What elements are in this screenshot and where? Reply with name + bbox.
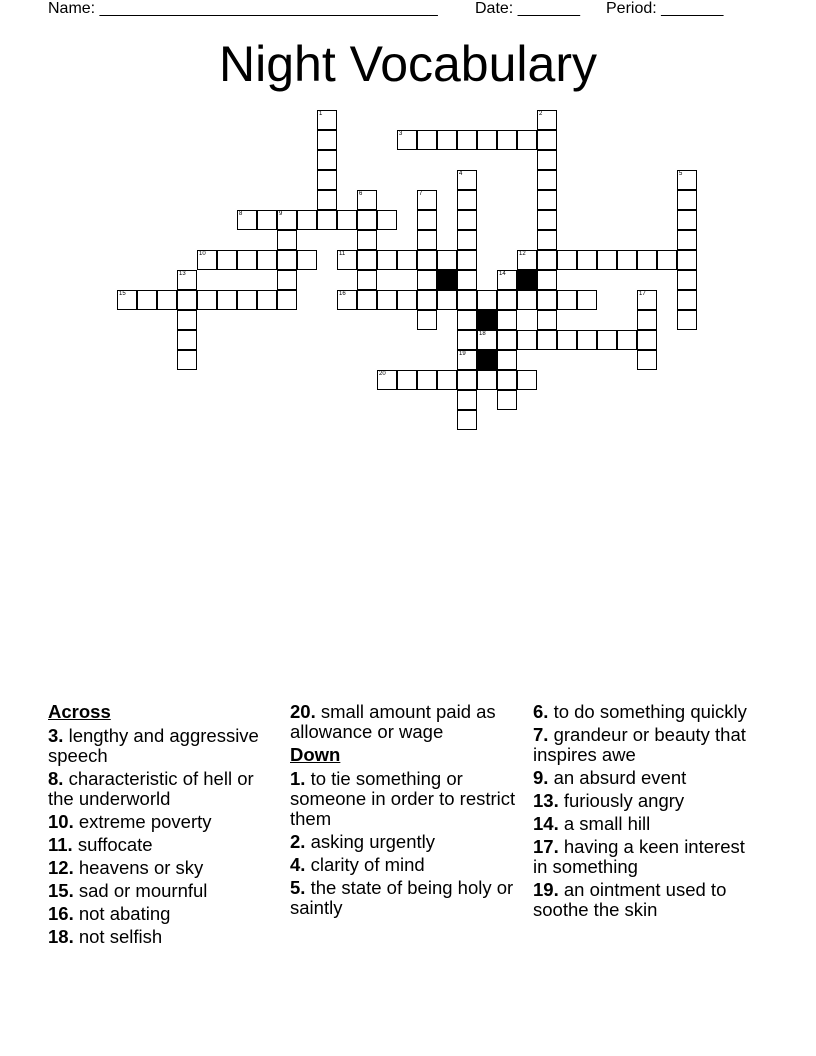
grid-cell[interactable] <box>497 370 517 390</box>
period-label: Period: <box>606 0 657 17</box>
clue-number: 12 <box>519 251 526 257</box>
clue-number: 20 <box>379 371 386 377</box>
grid-cell[interactable] <box>417 190 437 210</box>
clue-down-17: 17. having a keen interest in something <box>533 836 745 877</box>
grid-cell[interactable] <box>357 190 377 210</box>
clue-down-5: 5. the state of being holy or saintly <box>290 877 514 918</box>
clue-number: 11 <box>339 251 346 257</box>
grid-cell[interactable] <box>457 330 477 350</box>
period-field[interactable] <box>606 0 723 18</box>
grid-cell[interactable] <box>417 130 437 150</box>
grid-cell[interactable] <box>557 250 577 270</box>
clue-down-4: 4. clarity of mind <box>290 854 425 875</box>
grid-cell[interactable] <box>537 210 557 230</box>
grid-cell[interactable] <box>357 210 377 230</box>
page-title: Night Vocabulary <box>218 36 597 92</box>
clue-number: 19 <box>459 351 466 357</box>
grid-cell[interactable] <box>457 270 477 290</box>
grid-cell[interactable] <box>477 130 497 150</box>
grid-cell[interactable] <box>377 370 397 390</box>
grid-cell[interactable] <box>677 190 697 210</box>
clues-column-2 <box>290 702 520 921</box>
grid-cell[interactable] <box>577 250 597 270</box>
grid-cell[interactable] <box>137 290 157 310</box>
grid-cell[interactable] <box>437 370 457 390</box>
clue-down-14: 14. a small hill <box>533 813 651 834</box>
clue-number: 8 <box>239 211 243 217</box>
grid-cell[interactable] <box>497 290 517 310</box>
grid-cell[interactable] <box>457 310 477 330</box>
grid-cell[interactable] <box>117 290 137 310</box>
grid-cell[interactable] <box>417 270 437 290</box>
clue-across-12: 12. heavens or sky <box>48 857 204 878</box>
grid-cell[interactable] <box>457 190 477 210</box>
grid-cell[interactable] <box>477 330 497 350</box>
grid-cell[interactable] <box>537 310 557 330</box>
grid-cell[interactable] <box>237 290 257 310</box>
grid-cell[interactable] <box>637 310 657 330</box>
clue-across-3: 3. lengthy and aggressive speech <box>48 725 259 766</box>
grid-cell[interactable] <box>617 330 637 350</box>
grid-cell[interactable] <box>377 250 397 270</box>
grid-cell[interactable] <box>377 290 397 310</box>
clue-down-2: 2. asking urgently <box>290 831 436 852</box>
grid-cell[interactable] <box>177 290 197 310</box>
grid-cell[interactable] <box>677 250 697 270</box>
grid-cell[interactable] <box>317 210 337 230</box>
clue-number: 9 <box>279 211 283 217</box>
grid-cell[interactable] <box>277 230 297 250</box>
grid-cell[interactable] <box>357 270 377 290</box>
grid-cell[interactable] <box>517 130 537 150</box>
grid-cell[interactable] <box>337 290 357 310</box>
date-field[interactable] <box>475 0 580 18</box>
grid-cell[interactable] <box>177 270 197 290</box>
clue-number: 6 <box>359 191 363 197</box>
grid-cell[interactable] <box>457 170 477 190</box>
grid-cell[interactable] <box>637 350 657 370</box>
grid-cell[interactable] <box>557 330 577 350</box>
grid-cell[interactable] <box>197 290 217 310</box>
grid-cell[interactable] <box>677 210 697 230</box>
grid-cell[interactable] <box>317 170 337 190</box>
grid-cell[interactable] <box>257 210 277 230</box>
grid-cell[interactable] <box>497 350 517 370</box>
grid-cell[interactable] <box>437 290 457 310</box>
clue-down-6: 6. to do something quickly <box>533 701 747 722</box>
grid-cell[interactable] <box>537 190 557 210</box>
clue-across-8: 8. characteristic of hell or the underworld <box>48 768 254 809</box>
grid-cell[interactable] <box>677 230 697 250</box>
name-blank[interactable]: ______________________________________ <box>99 0 438 17</box>
clue-across-16: 16. not abating <box>48 903 171 924</box>
grid-cell[interactable] <box>537 270 557 290</box>
grid-cell[interactable] <box>457 210 477 230</box>
grid-cell[interactable] <box>417 290 437 310</box>
grid-cell[interactable] <box>297 250 317 270</box>
grid-cell[interactable] <box>357 230 377 250</box>
grid-cell[interactable] <box>497 130 517 150</box>
clue-number: 5 <box>679 171 683 177</box>
grid-cell[interactable] <box>537 290 557 310</box>
grid-cell[interactable] <box>577 330 597 350</box>
clue-number: 10 <box>199 251 206 257</box>
grid-cell[interactable] <box>677 170 697 190</box>
grid-cell[interactable] <box>257 250 277 270</box>
grid-cell[interactable] <box>677 270 697 290</box>
grid-cell[interactable] <box>477 370 497 390</box>
grid-cell[interactable] <box>217 250 237 270</box>
grid-cell[interactable] <box>377 210 397 230</box>
shaded-square <box>437 270 457 290</box>
clue-number: 18 <box>479 331 486 337</box>
grid-cell[interactable] <box>537 230 557 250</box>
grid-cell[interactable] <box>537 170 557 190</box>
clue-across-20: 20. small amount paid as allowance or wage <box>290 701 496 742</box>
clue-number: 3 <box>399 131 403 137</box>
clue-number: 17 <box>639 291 646 297</box>
grid-cell[interactable] <box>537 150 557 170</box>
grid-cell[interactable] <box>677 310 697 330</box>
clue-across-18: 18. not selfish <box>48 926 163 947</box>
grid-cell[interactable] <box>457 230 477 250</box>
grid-cell[interactable] <box>177 330 197 350</box>
clue-number: 14 <box>499 271 506 277</box>
grid-cell[interactable] <box>537 250 557 270</box>
grid-cell[interactable] <box>417 210 437 230</box>
grid-cell[interactable] <box>457 130 477 150</box>
grid-cell[interactable] <box>317 190 337 210</box>
grid-cell[interactable] <box>537 110 557 130</box>
grid-cell[interactable] <box>637 330 657 350</box>
grid-cell[interactable] <box>177 310 197 330</box>
grid-cell[interactable] <box>277 250 297 270</box>
grid-cell[interactable] <box>397 290 417 310</box>
grid-cell[interactable] <box>577 290 597 310</box>
clue-down-9: 9. an absurd event <box>533 767 687 788</box>
clue-number: 7 <box>419 191 423 197</box>
clue-across-10: 10. extreme poverty <box>48 811 212 832</box>
grid-cell[interactable] <box>517 330 537 350</box>
grid-cell[interactable] <box>357 290 377 310</box>
grid-cell[interactable] <box>457 350 477 370</box>
clue-number: 2 <box>539 111 543 117</box>
grid-cell[interactable] <box>477 290 497 310</box>
grid-cell[interactable] <box>537 330 557 350</box>
down-heading: Down <box>290 744 341 765</box>
grid-cell[interactable] <box>637 290 657 310</box>
grid-cell[interactable] <box>457 390 477 410</box>
grid-cell[interactable] <box>217 290 237 310</box>
grid-cell[interactable] <box>177 350 197 370</box>
grid-cell[interactable] <box>397 370 417 390</box>
grid-cell[interactable] <box>317 110 337 130</box>
grid-cell[interactable] <box>637 250 657 270</box>
grid-cell[interactable] <box>557 290 577 310</box>
clue-across-11: 11. suffocate <box>48 834 153 855</box>
clue-number: 16 <box>339 291 346 297</box>
grid-cell[interactable] <box>497 330 517 350</box>
grid-cell[interactable] <box>197 250 217 270</box>
grid-cell[interactable] <box>657 250 677 270</box>
grid-cell[interactable] <box>277 290 297 310</box>
grid-cell[interactable] <box>597 250 617 270</box>
name-label: Name: <box>48 0 96 17</box>
grid-cell[interactable] <box>537 130 557 150</box>
clue-down-19: 19. an ointment used to soothe the skin <box>533 879 727 920</box>
grid-cell[interactable] <box>237 250 257 270</box>
grid-cell[interactable] <box>497 270 517 290</box>
grid-cell[interactable] <box>417 250 437 270</box>
grid-cell[interactable] <box>437 130 457 150</box>
grid-cell[interactable] <box>457 290 477 310</box>
grid-cell[interactable] <box>417 310 437 330</box>
grid-cell[interactable] <box>317 130 337 150</box>
grid-cell[interactable] <box>297 210 317 230</box>
grid-cell[interactable] <box>277 210 297 230</box>
clue-number: 4 <box>459 171 463 177</box>
grid-cell[interactable] <box>497 310 517 330</box>
grid-cell[interactable] <box>357 250 377 270</box>
clues-column-3 <box>533 702 763 923</box>
grid-cell[interactable] <box>617 250 637 270</box>
clues-column-1 <box>48 702 278 950</box>
grid-cell[interactable] <box>597 330 617 350</box>
clue-down-13: 13. furiously angry <box>533 790 685 811</box>
grid-cell[interactable] <box>237 210 257 230</box>
grid-cell[interactable] <box>457 410 477 430</box>
grid-cell[interactable] <box>517 250 537 270</box>
grid-cell[interactable] <box>497 390 517 410</box>
grid-cell[interactable] <box>677 290 697 310</box>
grid-cell[interactable] <box>337 210 357 230</box>
grid-cell[interactable] <box>417 370 437 390</box>
clue-across-15: 15. sad or mournful <box>48 880 208 901</box>
grid-cell[interactable] <box>517 290 537 310</box>
shaded-square <box>517 270 537 290</box>
grid-cell[interactable] <box>457 250 477 270</box>
grid-cell[interactable] <box>257 290 277 310</box>
grid-cell[interactable] <box>337 250 357 270</box>
date-label: Date: <box>475 0 514 17</box>
clue-number: 1 <box>319 111 323 117</box>
grid-cell[interactable] <box>397 250 417 270</box>
grid-cell[interactable] <box>157 290 177 310</box>
name-field[interactable] <box>48 0 438 18</box>
period-blank[interactable]: _______ <box>661 0 724 17</box>
grid-cell[interactable] <box>457 370 477 390</box>
grid-cell[interactable] <box>317 150 337 170</box>
across-heading: Across <box>48 701 111 722</box>
grid-cell[interactable] <box>397 130 417 150</box>
clue-down-1: 1. to tie something or someone in order to restrict them <box>290 768 516 829</box>
clue-down-7: 7. grandeur or beauty that inspires awe <box>533 724 746 765</box>
shaded-square <box>477 350 497 370</box>
clue-number: 15 <box>119 291 126 297</box>
clue-number: 13 <box>179 271 186 277</box>
date-blank[interactable]: _______ <box>517 0 580 17</box>
grid-cell[interactable] <box>417 230 437 250</box>
shaded-square <box>477 310 497 330</box>
grid-cell[interactable] <box>277 270 297 290</box>
grid-cell[interactable] <box>437 250 457 270</box>
grid-cell[interactable] <box>517 370 537 390</box>
